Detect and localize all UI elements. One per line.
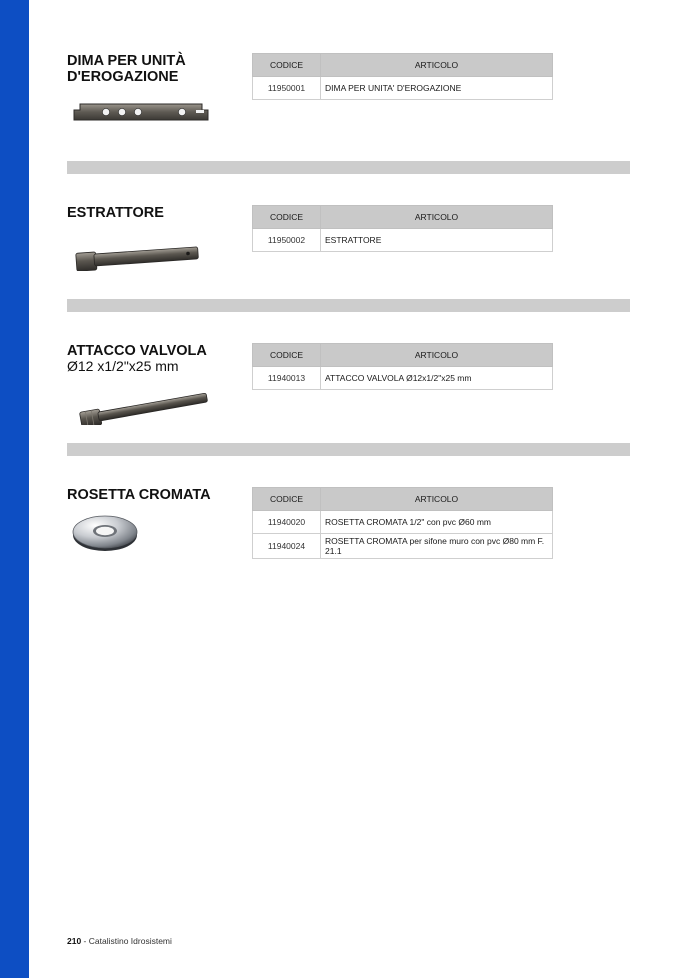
catalog-name: Catalistino Idrosistemi bbox=[88, 936, 172, 946]
header-codice: CODICE bbox=[253, 206, 321, 229]
header-articolo: ARTICOLO bbox=[321, 54, 553, 77]
cell-code: 11950002 bbox=[253, 229, 321, 252]
table-row bbox=[253, 511, 553, 534]
product-table bbox=[252, 53, 553, 100]
section-title bbox=[67, 205, 242, 221]
cell-article: ROSETTA CROMATA per sifone muro con pvc Ø80 mm F. 21.1 bbox=[321, 534, 553, 559]
title-line-2: D'EROGAZIONE bbox=[67, 69, 179, 85]
table-header-row bbox=[253, 206, 553, 229]
header-codice: CODICE bbox=[253, 488, 321, 511]
product-table bbox=[252, 205, 553, 252]
product-table bbox=[252, 343, 553, 390]
page-footer bbox=[67, 936, 172, 946]
cell-code: 11950001 bbox=[253, 77, 321, 100]
attacco-valvola-product-image bbox=[77, 383, 211, 425]
header-codice: CODICE bbox=[253, 344, 321, 367]
section-title bbox=[67, 487, 242, 503]
footer-separator: - bbox=[81, 936, 89, 946]
table-header-row bbox=[253, 344, 553, 367]
cell-article: ROSETTA CROMATA 1/2" con pvc Ø60 mm bbox=[321, 511, 553, 534]
product-table bbox=[252, 487, 553, 559]
section-rosetta-cromata bbox=[67, 487, 630, 567]
header-codice: CODICE bbox=[253, 54, 321, 77]
cell-article: ESTRATTORE bbox=[321, 229, 553, 252]
cell-code: 11940020 bbox=[253, 511, 321, 534]
header-articolo: ARTICOLO bbox=[321, 488, 553, 511]
section-title bbox=[67, 53, 242, 85]
header-articolo: ARTICOLO bbox=[321, 206, 553, 229]
section-divider bbox=[67, 299, 630, 312]
table-row bbox=[253, 229, 553, 252]
page-number: 210 bbox=[67, 936, 82, 946]
title-line-1: DIMA PER UNITÀ bbox=[67, 53, 186, 69]
estrattore-product-image bbox=[74, 239, 202, 271]
table-row bbox=[253, 534, 553, 559]
title-line-1: ATTACCO VALVOLA bbox=[67, 343, 207, 359]
section-attacco-valvola bbox=[67, 343, 630, 428]
section-title bbox=[67, 343, 242, 374]
side-color-bar bbox=[0, 0, 29, 978]
cell-article: ATTACCO VALVOLA Ø12x1/2"x25 mm bbox=[321, 367, 553, 390]
table-header-row bbox=[253, 54, 553, 77]
section-subtitle: Ø12 x1/2"x25 mm bbox=[67, 358, 179, 374]
title-line-1: ESTRATTORE bbox=[67, 205, 164, 221]
dima-product-image bbox=[72, 100, 210, 124]
rosetta-product-image bbox=[71, 513, 139, 553]
cell-article: DIMA PER UNITA' D'EROGAZIONE bbox=[321, 77, 553, 100]
section-divider bbox=[67, 443, 630, 456]
table-header-row bbox=[253, 488, 553, 511]
table-row bbox=[253, 367, 553, 390]
table-row bbox=[253, 77, 553, 100]
cell-code: 11940024 bbox=[253, 534, 321, 559]
cell-code: 11940013 bbox=[253, 367, 321, 390]
section-dima bbox=[67, 53, 630, 133]
section-divider bbox=[67, 161, 630, 174]
header-articolo: ARTICOLO bbox=[321, 344, 553, 367]
title-line-1: ROSETTA CROMATA bbox=[67, 487, 211, 503]
section-estrattore bbox=[67, 205, 630, 275]
